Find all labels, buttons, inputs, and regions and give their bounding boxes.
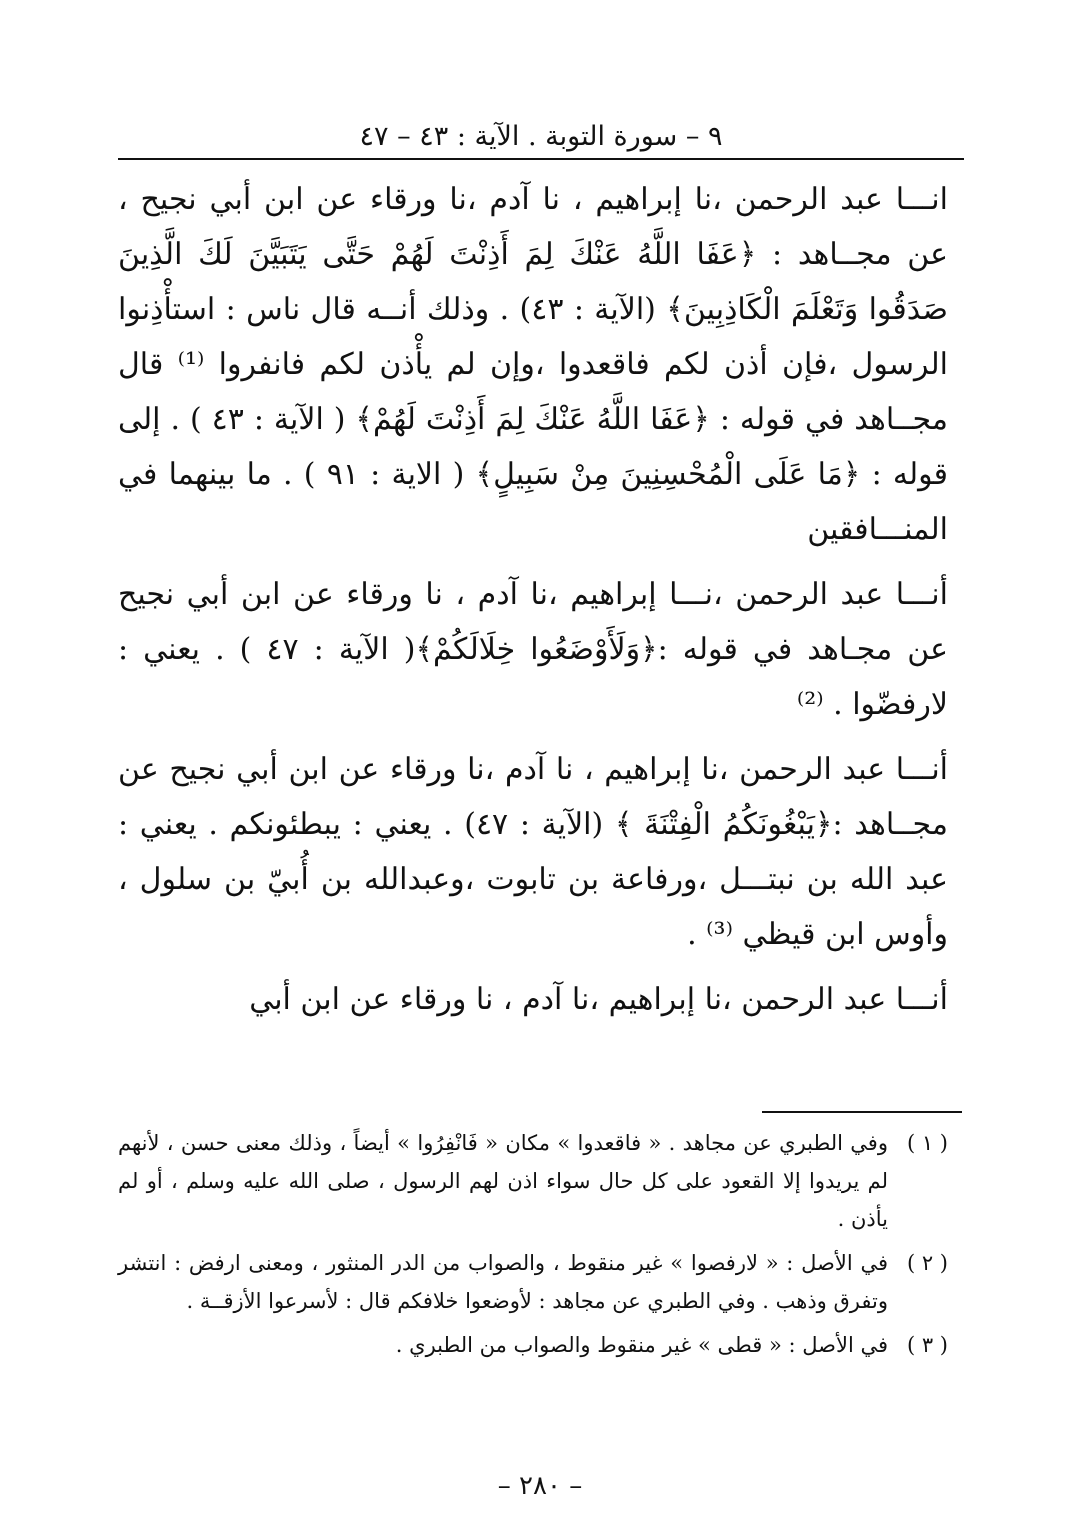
- footnote-text: وفي الطبري عن مجاهد . « فاقعدوا » مكان « فَانْفِرُوا » أيضاً ، وذلك معنى حسن ، لأنهم لم يريدوا إلا القعود على كل حال سواء اذن لهم الرسول ، صلى الله عليه وسلم ، أو لم يأذن .: [118, 1131, 888, 1231]
- paragraph-2: أنـــا عبد الرحمن ،نـــا إبراهيم ،نا آدم ، نا ورقاء عن ابن أبي نجيح عن مجـاهد في قوله :﴿وَلَأَوْضَعُوا خِلَالَكُمْ﴾( الآية : ٤٧ ) . يعني : لارفضّوا . ⁽²⁾: [118, 577, 948, 722]
- footnote-text: في الأصل : « قطى » غير منقوط والصواب من الطبري .: [395, 1333, 888, 1357]
- footnote-3: [118, 1326, 948, 1364]
- footnote-number: ( ١ ): [906, 1131, 948, 1155]
- page-number: – ٢٨٠ –: [497, 1471, 583, 1501]
- footnote-1: [118, 1124, 948, 1238]
- footnote-divider: [762, 1111, 962, 1113]
- paragraph-1: انـــا عبد الرحمن ،نا إبراهيم ، نا آدم ،نا ورقاء عن ابن أبي نجيح ، عن مجــاهد : ﴿عَفَا اللَّهُ عَنْكَ لِمَ أَذِنْتَ لَهُمْ حَتَّى يَتَبَيَّنَ لَكَ الَّذِينَ صَدَقُوا وَتَعْلَمَ الْكَاذِبِينَ﴾ (الآية : ٤٣) . وذلك أنــه قال ناس : استأْذِنوا الرسول ،فإن أذن لكم فاقعدوا ،وإن لم يأْذن لكم فانفروا ⁽¹⁾ قال مجــاهد في قوله : ﴿عَفَا اللَّهُ عَنْكَ لِمَ أَذِنْتَ لَهُمْ﴾ ( الآية : ٤٣ ) . إلى قوله : ﴿مَا عَلَى الْمُحْسِنِينَ مِنْ سَبِيلٍ﴾ ( الاية : ٩١ ) . ما بينهما في المنـــافقين: [118, 182, 948, 547]
- footnote-number: ( ٣ ): [906, 1333, 948, 1357]
- main-text: [118, 172, 948, 1037]
- running-header: ٩ – سورة التوبة . الآية : ٤٣ – ٤٧: [359, 121, 723, 152]
- paragraph-4: أنـــا عبد الرحمن ،نا إبراهيم ،نا آدم ، نا ورقاء عن ابن أبي: [249, 982, 948, 1017]
- paragraph-3: أنـــا عبد الرحمن ،نا إبراهيم ، نا آدم ،نا ورقاء عن ابن أبي نجيح عن مجــاهد :﴿يَبْغُونَكُمُ الْفِتْنَةَ ﴾ (الآية : ٤٧) . يعني : يبطئونكم . يعني : عبد الله بن نبتـــل ،ورفاعة بن تابوت ،وعبدالله بن أُبيّ بن سلول ، وأوس ابن قيظي ⁽³⁾ .: [118, 752, 948, 952]
- header-divider: [118, 158, 964, 160]
- footnote-number: ( ٢ ): [906, 1251, 948, 1275]
- footnote-2: [118, 1244, 948, 1320]
- footnotes: [118, 1124, 948, 1370]
- footnote-text: في الأصل : « لارفصوا » غير منقوط ، والصواب من الدر المنثور ، ومعنى ارفض : انتشر وتفرق وذهب . وفي الطبري عن مجاهد : لأوضعوا خلافكم قال : لأسرعوا الأزقــة .: [118, 1251, 888, 1313]
